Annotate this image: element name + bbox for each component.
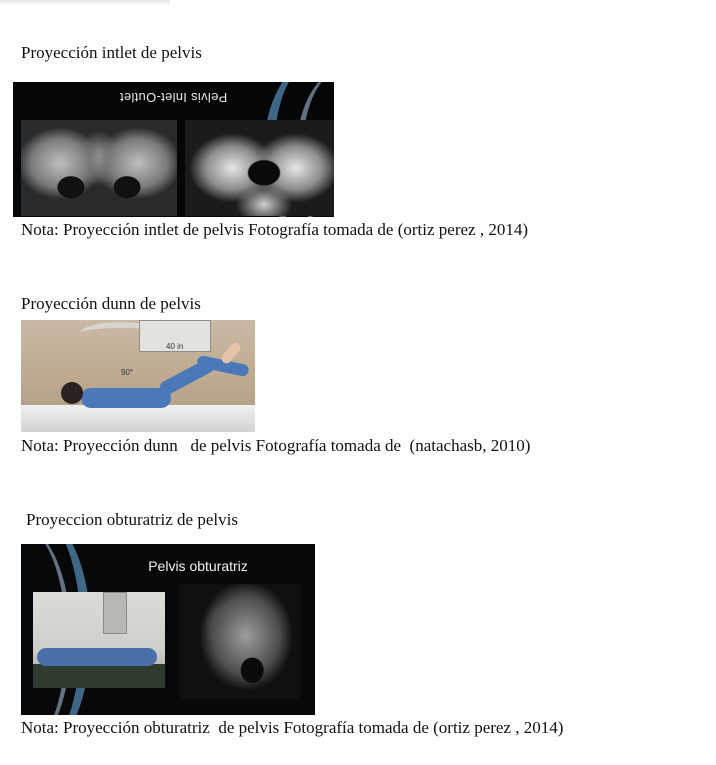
xray-inlet bbox=[21, 120, 177, 216]
patient-torso bbox=[81, 388, 171, 408]
heading-dunn: Proyección dunn de pelvis bbox=[21, 294, 201, 313]
figure-dunn-photo bbox=[21, 320, 255, 432]
patient-position-photo bbox=[33, 592, 165, 688]
figure-inlet-outlet bbox=[13, 82, 334, 217]
xray-tube bbox=[103, 592, 127, 634]
slide-title: Pelvis Inlet-Outlet bbox=[119, 90, 228, 105]
caption-inlet: Nota: Proyección intlet de pelvis Fotografía tomada de (ortiz perez , 2014) bbox=[21, 220, 529, 239]
top-scroll-shadow bbox=[0, 0, 170, 6]
figure-obturatriz bbox=[21, 544, 315, 715]
xray-outlet bbox=[185, 120, 334, 216]
patient-head bbox=[61, 382, 83, 404]
exam-table bbox=[21, 405, 255, 432]
heading-obturatriz: Proyeccion obturatriz de pelvis bbox=[26, 510, 238, 529]
xray-obturator bbox=[179, 584, 301, 699]
caption-obturatriz: Nota: Proyección obturatriz de pelvis Fotografía tomada de (ortiz perez , 2014) bbox=[21, 718, 564, 737]
patient-body bbox=[37, 648, 157, 666]
caption-dunn: Nota: Proyección dunn de pelvis Fotografía tomada de (natachasb, 2010) bbox=[21, 436, 531, 455]
heading-inlet: Proyección intlet de pelvis bbox=[21, 43, 202, 62]
device-label-distance: 40 in bbox=[166, 342, 184, 351]
exam-table bbox=[33, 664, 165, 688]
device-label-angle: 90° bbox=[121, 368, 134, 377]
slide-title: Pelvis obturatriz bbox=[148, 558, 248, 574]
